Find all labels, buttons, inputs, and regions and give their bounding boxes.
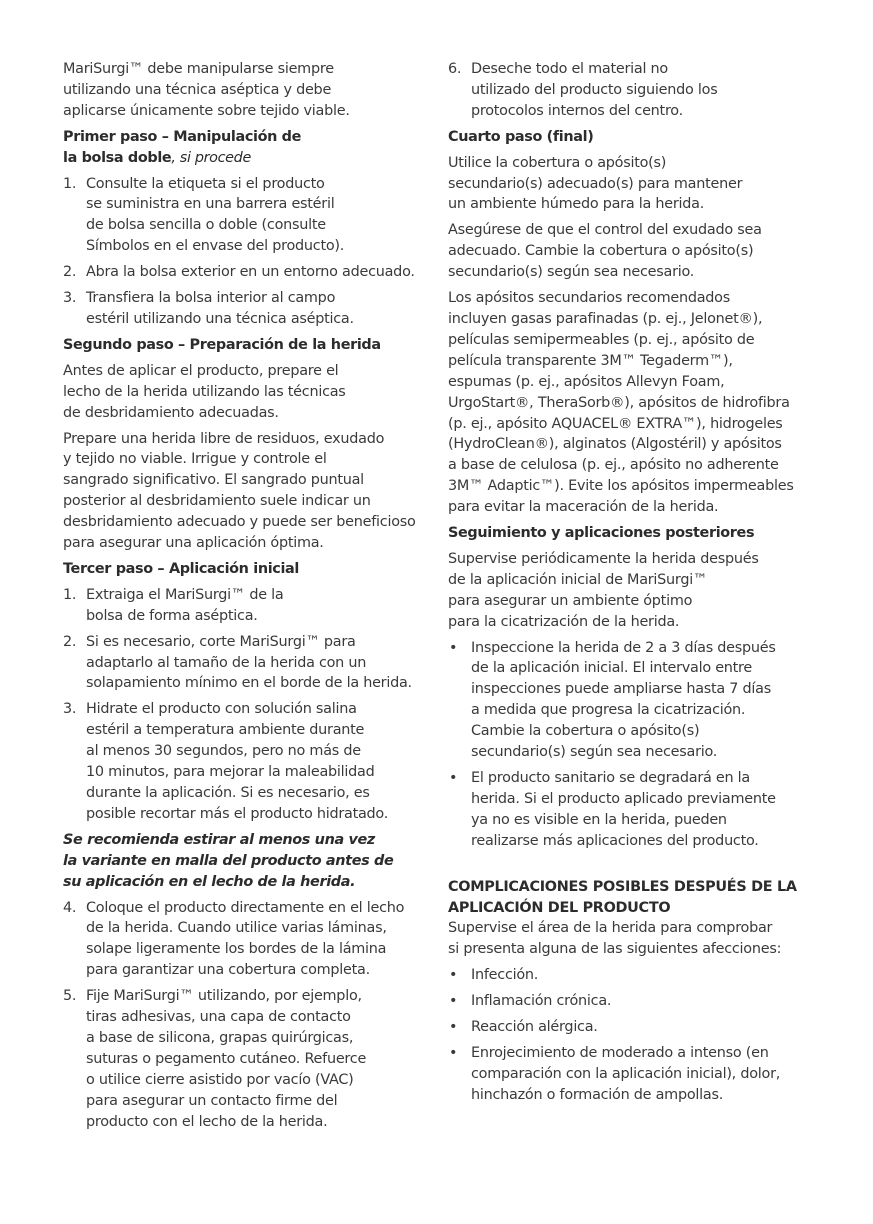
- step2-heading: Segundo paso – Preparación de la herida: [63, 336, 381, 353]
- text-line: al menos 30 segundos, pero no más de: [86, 743, 361, 760]
- text-line: durante la aplicación. Si es necesario, es: [86, 785, 370, 801]
- numbered-item: [448, 59, 820, 122]
- item-text: [86, 986, 435, 1132]
- text-line: desbridamiento adecuado y puede ser beneficioso: [63, 514, 416, 531]
- item-number: 6.: [448, 61, 462, 77]
- text-line: o utilice cierre asistido por vacío (VAC): [86, 1071, 354, 1088]
- text-line: herida. Si el producto aplicado previamente: [471, 790, 776, 807]
- bullet-icon: •: [449, 639, 458, 656]
- step4-heading: Cuarto paso (final): [448, 128, 594, 145]
- text-line: incluyen gasas parafinadas (p. ej., Jelonet®),: [448, 310, 763, 327]
- item-text: [471, 638, 820, 763]
- item-text: [86, 898, 435, 982]
- text-line: películas semipermeables (p. ej., apósito de: [448, 331, 755, 348]
- text-line: adecuado. Cambie la cobertura o apósito(s): [448, 243, 754, 260]
- text-line: inspecciones puede ampliarse hasta 7 días: [471, 681, 771, 698]
- item-number: 3.: [63, 290, 77, 307]
- step1-heading-line2: la bolsa doble: [63, 149, 172, 166]
- text-line: tiras adhesivas, una capa de contacto: [86, 1009, 351, 1026]
- text-line: de la aplicación inicial de MariSurgi™: [448, 571, 708, 588]
- followup-heading: Seguimiento y aplicaciones posteriores: [448, 525, 755, 542]
- item-number: 1.: [63, 175, 77, 192]
- text-line: Símbolos en el envase del producto).: [86, 238, 345, 255]
- text-line: producto con el lecho de la herida.: [86, 1113, 328, 1130]
- bullet-icon: •: [449, 770, 458, 786]
- bullet-icon: •: [449, 993, 458, 1010]
- item-text: [471, 965, 820, 986]
- text-line: Se recomienda estirar al menos una vez: [63, 831, 375, 848]
- text-line: Consulte la etiqueta si el producto: [86, 175, 325, 192]
- text-line: para garantizar una cobertura completa.: [86, 962, 370, 979]
- text-line: bolsa de forma aséptica.: [86, 607, 258, 624]
- item-text: [471, 991, 820, 1012]
- complications-bullets: [448, 965, 820, 1105]
- numbered-item: [63, 262, 435, 283]
- text-line: posterior al desbridamiento suele indicar un: [63, 493, 371, 510]
- text-line: Inspeccione la herida de 2 a 3 días después: [471, 639, 776, 656]
- text-line: Abra la bolsa exterior en un entorno adecuado.: [86, 264, 415, 281]
- text-line: solapamiento mínimo en el borde de la herida.: [86, 675, 412, 692]
- text-line: secundario(s) adecuado(s) para mantener: [448, 175, 743, 192]
- item-number: 1.: [63, 586, 77, 603]
- text-line: de la aplicación inicial. El intervalo entre: [471, 660, 753, 677]
- numbered-item: [63, 174, 435, 258]
- bullet-item: [448, 638, 820, 763]
- text-line: Cambie la cobertura o apósito(s): [471, 723, 700, 740]
- numbered-item: [63, 288, 435, 330]
- text-line: Antes de aplicar el producto, prepare el: [63, 362, 339, 379]
- text-line: un ambiente húmedo para la herida.: [448, 196, 705, 213]
- text-line: para la cicatrización de la herida.: [448, 613, 680, 630]
- text-line: lecho de la herida utilizando las técnicas: [63, 383, 346, 400]
- text-line: hinchazón o formación de ampollas.: [471, 1086, 724, 1103]
- text-line: a base de celulosa (p. ej., apósito no adherente: [448, 457, 779, 474]
- text-line: utilizando una técnica aséptica y debe: [63, 81, 332, 98]
- text-line: MariSurgi™ debe manipularse siempre: [63, 61, 334, 77]
- bullet-icon: •: [449, 967, 458, 984]
- text-line: estéril utilizando una técnica aséptica.: [86, 310, 354, 327]
- text-line: a base de silicona, grapas quirúrgicas,: [86, 1029, 354, 1046]
- bullet-item: [448, 1017, 820, 1038]
- text-line: Deseche todo el material no: [471, 61, 668, 77]
- text-line: aplicarse únicamente sobre tejido viable.: [63, 102, 350, 119]
- text-line: se suministra en una barrera estéril: [86, 196, 335, 213]
- text-line: Reacción alérgica.: [471, 1019, 598, 1036]
- step1-heading-line1: Primer paso – Manipulación de: [63, 128, 302, 145]
- text-line: UrgoStart®, TheraSorb®), apósitos de hidrofibra: [448, 394, 790, 411]
- text-line: la variante en malla del producto antes de: [63, 852, 394, 869]
- step4-paragraph-1: [448, 153, 820, 216]
- step1-heading-suffix: , si procede: [171, 149, 251, 166]
- item-number: 3.: [63, 701, 77, 718]
- text-line: 3M™ Adaptic™). Evite los apósitos impermeables: [448, 478, 794, 495]
- item-text: [471, 59, 820, 122]
- item-number: 2.: [63, 264, 77, 281]
- text-line: Utilice la cobertura o apósito(s): [448, 154, 667, 171]
- text-line: protocolos internos del centro.: [471, 102, 683, 119]
- item-text: [86, 288, 435, 330]
- step3-list-b-continued: [448, 59, 820, 122]
- item-text: [471, 1017, 820, 1038]
- text-line: solape ligeramente los bordes de la lámina: [86, 941, 387, 958]
- text-line: sangrado significativo. El sangrado puntual: [63, 472, 364, 489]
- text-line: Si es necesario, corte MariSurgi™ para: [86, 633, 356, 650]
- bullet-item: [448, 965, 820, 986]
- text-line: de bolsa sencilla o doble (consulte: [86, 217, 326, 234]
- text-line: Fije MariSurgi™ utilizando, por ejemplo,: [86, 988, 362, 1005]
- text-line: de desbridamiento adecuadas.: [63, 404, 279, 421]
- text-line: comparación con la aplicación inicial), dolor,: [471, 1065, 781, 1082]
- mesh-stretch-note: [63, 830, 435, 893]
- complications-paragraph: [448, 918, 820, 960]
- bullet-icon: •: [449, 1044, 458, 1061]
- text-line: utilizado del producto siguiendo los: [471, 81, 718, 98]
- text-line: Hidrate el producto con solución salina: [86, 701, 357, 718]
- text-line: y tejido no viable. Irrigue y controle el: [63, 451, 327, 468]
- step3-heading: Tercer paso – Aplicación inicial: [63, 560, 300, 577]
- text-line: Inflamación crónica.: [471, 993, 612, 1010]
- text-line: espumas (p. ej., apósitos Allevyn Foam,: [448, 373, 725, 390]
- numbered-item: [63, 585, 435, 627]
- numbered-item: [63, 898, 435, 982]
- step2-paragraph-1: [63, 361, 435, 424]
- text-line: su aplicación en el lecho de la herida.: [63, 873, 356, 890]
- left-column: [63, 59, 435, 1138]
- bullet-item: [448, 768, 820, 852]
- bullet-item: [448, 1043, 820, 1106]
- text-line: adaptarlo al tamaño de la herida con un: [86, 654, 367, 671]
- text-line: Transfiera la bolsa interior al campo: [86, 290, 336, 307]
- text-line: Coloque el producto directamente en el lecho: [86, 899, 405, 916]
- right-column: [448, 59, 820, 1111]
- text-line: Prepare una herida libre de residuos, exudado: [63, 430, 385, 447]
- step2-paragraph-2: [63, 429, 435, 554]
- text-line: para asegurar una aplicación óptima.: [63, 535, 324, 552]
- item-text: [471, 1043, 820, 1106]
- item-number: 4.: [63, 899, 77, 916]
- text-line: estéril a temperatura ambiente durante: [86, 722, 365, 739]
- text-line: posible recortar más el producto hidratado.: [86, 805, 389, 822]
- item-number: 5.: [63, 988, 77, 1005]
- text-line: si presenta alguna de las siguientes afecciones:: [448, 941, 782, 958]
- text-line: 10 minutos, para mejorar la maleabilidad: [86, 764, 375, 781]
- text-line: (HydroClean®), alginatos (Algostéril) y apósitos: [448, 436, 782, 453]
- intro-paragraph: [63, 59, 435, 122]
- followup-paragraph: [448, 549, 820, 633]
- text-line: secundario(s) según sea necesario.: [448, 264, 695, 281]
- text-line: de la herida. Cuando utilice varias láminas,: [86, 920, 387, 937]
- item-text: [86, 585, 435, 627]
- text-line: Los apósitos secundarios recomendados: [448, 290, 730, 307]
- text-line: para asegurar un ambiente óptimo: [448, 592, 693, 609]
- step1-heading: [63, 127, 435, 169]
- numbered-item: [63, 632, 435, 695]
- text-line: película transparente 3M™ Tegaderm™),: [448, 352, 733, 369]
- bullet-item: [448, 991, 820, 1012]
- text-line: para asegurar un contacto firme del: [86, 1092, 338, 1109]
- text-line: El producto sanitario se degradará en la: [471, 770, 750, 786]
- text-line: para evitar la maceración de la herida.: [448, 499, 719, 516]
- text-line: Extraiga el MariSurgi™ de la: [86, 586, 284, 603]
- text-line: ya no es visible en la herida, pueden: [471, 811, 727, 828]
- text-line: (p. ej., apósito AQUACEL® EXTRA™), hidrogeles: [448, 415, 783, 432]
- complications-heading: [448, 877, 820, 919]
- step4-paragraph-2: [448, 220, 820, 283]
- text-line: secundario(s) según sea necesario.: [471, 744, 718, 761]
- item-text: [86, 262, 435, 283]
- numbered-item: [63, 986, 435, 1132]
- text-line: Infección.: [471, 967, 539, 984]
- text-line: a medida que progresa la cicatrización.: [471, 702, 746, 719]
- text-line: Enrojecimiento de moderado a intenso (en: [471, 1044, 769, 1061]
- numbered-item: [63, 699, 435, 824]
- step4-paragraph-3: [448, 288, 820, 518]
- item-text: [86, 632, 435, 695]
- step3-list-b: [63, 898, 435, 1133]
- text-line: realizarse más aplicaciones del producto.: [471, 832, 759, 849]
- item-text: [471, 768, 820, 852]
- text-line: Supervise periódicamente la herida después: [448, 550, 759, 567]
- text-line: Asegúrese de que el control del exudado sea: [448, 222, 762, 239]
- text-line: COMPLICACIONES POSIBLES DESPUÉS DE LA: [448, 878, 797, 895]
- text-line: Supervise el área de la herida para comprobar: [448, 920, 773, 937]
- item-text: [86, 699, 435, 824]
- text-line: suturas o pegamento cutáneo. Refuerce: [86, 1050, 367, 1067]
- bullet-icon: •: [449, 1019, 458, 1036]
- step1-list: [63, 174, 435, 330]
- step3-list-a: [63, 585, 435, 825]
- text-line: APLICACIÓN DEL PRODUCTO: [448, 899, 671, 916]
- item-number: 2.: [63, 633, 77, 650]
- followup-bullets: [448, 638, 820, 852]
- item-text: [86, 174, 435, 258]
